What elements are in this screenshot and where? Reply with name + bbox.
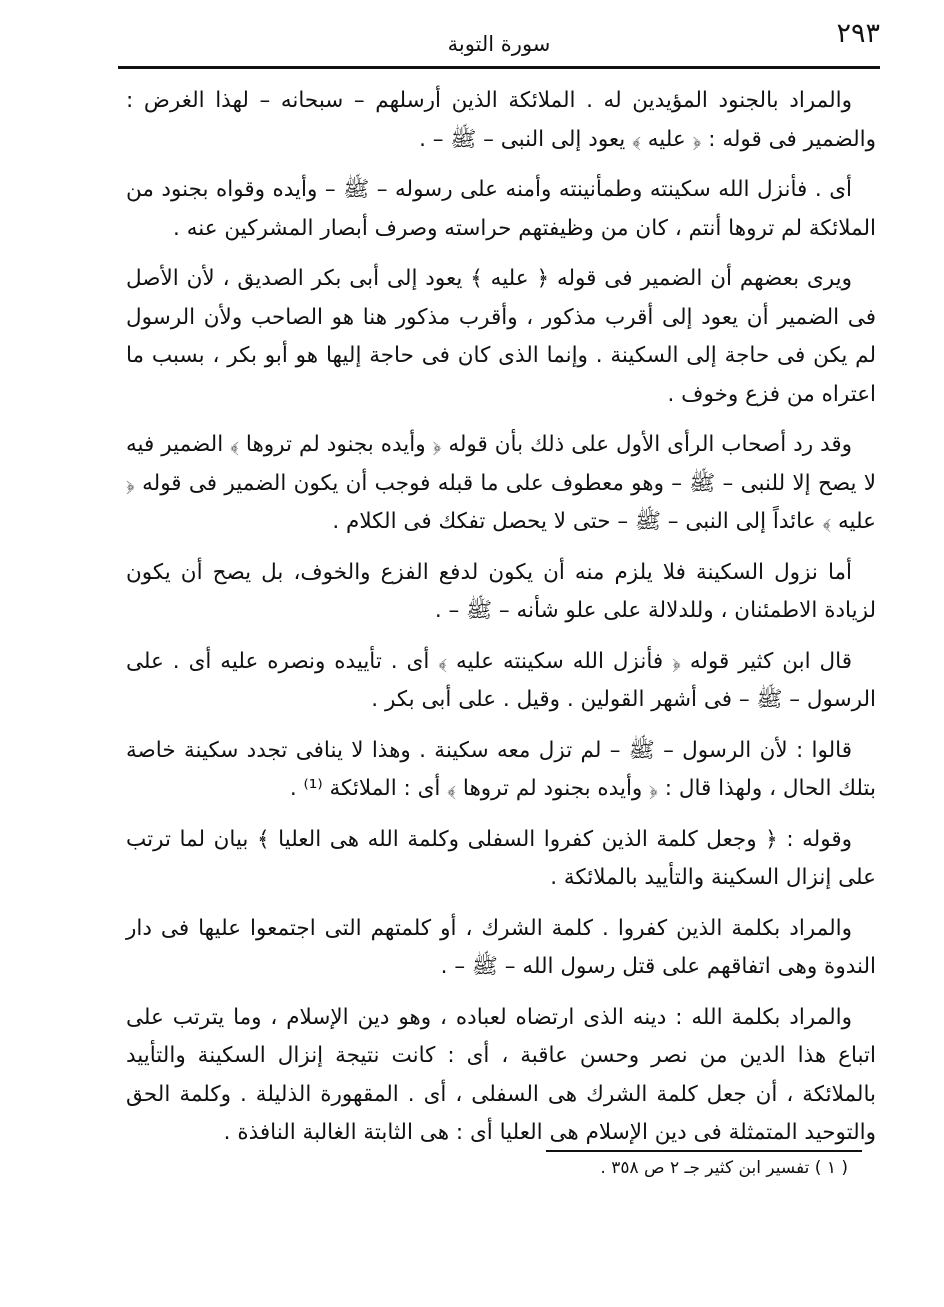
paragraph: قال ابن كثير قوله ﴿ فأنزل الله سكينته عليه ﴾ أى . تأييده ونصره عليه أى . على الرسول – ﷺ – فى أشهر القولين . وقيل . على أبى بكر . [126,648,876,712]
paragraph: أى . فأنزل الله سكينته وطمأنينته وأمنه على رسوله – ﷺ – وأيده وقواه بجنود من الملائكة لم تروها أنتم ، كان من وظيفتهم حراسته وصرف أبصار المشركين عنه . [126,177,876,241]
running-title: سورة التوبة [447,32,551,56]
paragraph: قالوا : لأن الرسول – ﷺ – لم تزل معه سكينة . وهذا لا ينافى تجدد سكينة خاصة بتلك الحال ، ولهذا قال : ﴿ وأيده بجنود لم تروها ﴾ أى : الملائكة ⁽¹⁾ . [126,737,876,801]
footnote: ( ١ ) تفسير ابن كثير جـ ٢ ص ٣٥٨ . [600,1158,848,1178]
paragraph: وقوله : ﴿ وجعل كلمة الذين كفروا السفلى وكلمة الله هى العليا ﴾ بيان لما ترتب على إنزال السكينة والتأييد بالملائكة . [126,826,876,890]
page-header [118,14,880,64]
paragraph: ويرى بعضهم أن الضمير فى قوله ﴿ عليه ﴾ يعود إلى أبى بكر الصديق ، لأن الأصل فى الضمير أن يعود إلى أقرب مذكور ، وأقرب مذكور هنا هو الصاحب ولأن الرسول لم يكن فى حاجة إلى السكينة . وإنما الذى كان فى حاجة إليها هو أبو بكر ، بسبب ما اعتراه من فزع وخوف . [126,266,876,407]
page-number: ٢٩٣ [836,18,880,49]
paragraph: والمراد بالجنود المؤيدين له . الملائكة الذين أرسلهم – سبحانه – لهذا الغرض : والضمير فى قوله : ﴿ عليه ﴾ يعود إلى النبى – ﷺ – . [126,88,876,152]
main-text [126,82,876,1165]
footnote-divider [546,1150,862,1152]
paragraph: وقد رد أصحاب الرأى الأول على ذلك بأن قوله ﴿ وأيده بجنود لم تروها ﴾ الضمير فيه لا يصح إلا للنبى – ﷺ – وهو معطوف على ما قبله فوجب أن يكون الضمير فى قوله ﴿ عليه ﴾ عائداً إلى النبى – ﷺ – حتى لا يحصل تفكك فى الكلام . [126,432,876,534]
paragraph: أما نزول السكينة فلا يلزم منه أن يكون لدفع الفزع والخوف، بل يصح أن يكون لزيادة الاطمئنان ، وللدلالة على علو شأنه – ﷺ – . [126,559,876,623]
paragraph: والمراد بكلمة الله : دينه الذى ارتضاه لعباده ، وهو دين الإسلام ، وما يترتب على اتباع هذا الدين من نصر وحسن عاقبة ، أى : كانت نتيجة إنزال السكينة والتأييد بالملائكة ، أن جعل كلمة الشرك هى السفلى ، أى . المقهورة الذليلة . وكلمة الحق والتوحيد المتمثلة فى دين الإسلام هى العليا أى : هى الثابتة الغالبة النافذة . [126,1004,876,1145]
header-divider [118,66,880,69]
paragraph: والمراد بكلمة الذين كفروا . كلمة الشرك ، أو كلمتهم التى اجتمعوا عليها فى دار الندوة وهى اتفاقهم على قتل رسول الله – ﷺ – . [126,915,876,979]
